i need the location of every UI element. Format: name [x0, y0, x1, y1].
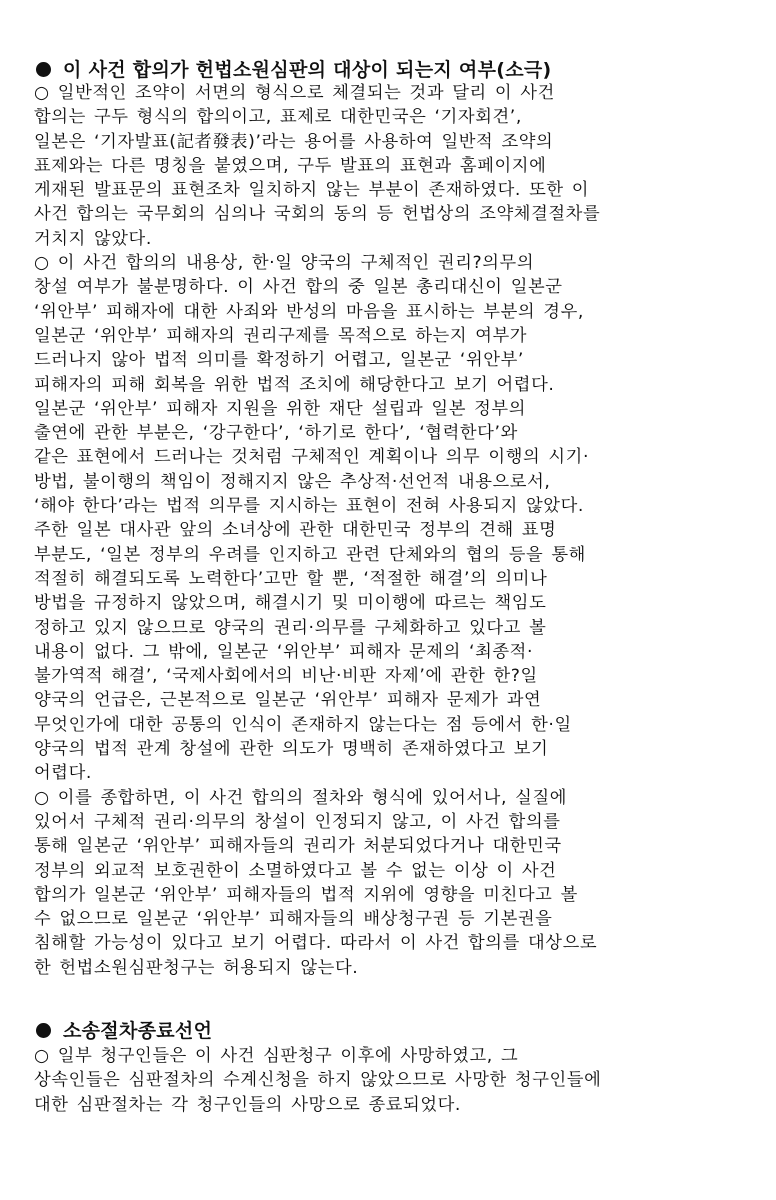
- text-line: 양국의 언급은, 근본적으로 일본군 ‘위안부’ 피해자 문제가 과연: [34, 690, 542, 711]
- text-line: 합의는 구두 형식의 합의이고, 표제로 대한민국은 ‘기자회견’,: [34, 107, 522, 128]
- section-heading-constitutional-complaint: [36, 57, 552, 83]
- text-line: 부분도, ‘일본 정부의 우려를 인지하고 관련 단체와의 협의 등을 통해: [34, 544, 586, 565]
- text-line: 창설 여부가 불분명하다. 이 사건 합의 중 일본 총리대신이 일본군: [34, 277, 563, 298]
- text-line: ○ 일반적인 조약이 서면의 형식으로 체결되는 것과 달리 이 사건: [34, 83, 555, 103]
- text-line: 적절히 해결되도록 노력한다’고만 할 뿐, ‘적절한 해결’의 의미나: [34, 568, 548, 589]
- text-line: 방법, 불이행의 책임이 정해지지 않은 추상적·선언적 내용으로서,: [34, 471, 551, 492]
- text-line: ○ 이 사건 합의의 내용상, 한·일 양국의 구체적인 권리?의무의: [34, 253, 535, 274]
- text-line: 출연에 관한 부분은, ‘강구한다’, ‘하기로 한다’, ‘협력한다’와: [34, 423, 518, 444]
- text-line: 한 헌법소원심판청구는 허용되지 않는다.: [34, 957, 359, 978]
- text-line: 표제와는 다른 명칭을 붙였으며, 구두 발표의 표현과 홈페이지에: [34, 155, 547, 176]
- text-line: 드러나지 않아 법적 의미를 확정하기 어렵고, 일본군 ‘위안부’: [34, 350, 524, 371]
- text-line: 무엇인가에 대한 공통의 인식이 존재하지 않는다는 점 등에서 한·일: [34, 714, 572, 735]
- text-line: 내용이 없다. 그 밖에, 일본군 ‘위안부’ 피해자 문제의 ‘최종적·: [34, 641, 534, 662]
- text-line: 양국의 법적 관계 창설에 관한 의도가 명백히 존재하였다고 보기: [34, 739, 549, 760]
- bullet-icon: [36, 1023, 51, 1038]
- text-line: 방법을 규정하지 않았으며, 해결시기 및 미이행에 따르는 책임도: [34, 593, 547, 614]
- text-line: 같은 표현에서 드러나는 것처럼 구체적인 계획이나 의무 이행의 시기·: [34, 447, 590, 468]
- section-body-termination: [34, 1044, 601, 1117]
- text-line: 거치지 않았다.: [34, 228, 152, 249]
- text-line: 일본군 ‘위안부’ 피해자의 권리구제를 목적으로 하는지 여부가: [34, 325, 528, 346]
- text-line: 일본군 ‘위안부’ 피해자 지원을 위한 재단 설립과 일본 정부의: [34, 398, 526, 419]
- text-line: 일본은 ‘기자발표(記者發表)’라는 용어를 사용하여 일반적 조약의: [34, 131, 554, 152]
- text-line: 피해자의 피해 회복을 위한 법적 조치에 해당한다고 보기 어렵다.: [34, 374, 555, 395]
- text-line: 불가역적 해결’, ‘국제사회에서의 비난·비판 자제’에 관한 한?일: [34, 666, 538, 687]
- text-line: 사건 합의는 국무회의 심의나 국회의 동의 등 헌법상의 조약체결절차를: [34, 204, 601, 225]
- section-body-constitutional-complaint: [34, 81, 600, 980]
- text-line: 합의가 일본군 ‘위안부’ 피해자들의 법적 지위에 영향을 미친다고 볼: [34, 884, 578, 905]
- section-heading-termination: [36, 1018, 212, 1044]
- text-line: 대한 심판절차는 각 청구인들의 사망으로 종료되었다.: [34, 1094, 462, 1115]
- text-line: 상속인들은 심판절차의 수계신청을 하지 않았으므로 사망한 청구인들에: [34, 1070, 602, 1091]
- text-line: 침해할 가능성이 있다고 보기 어렵다. 따라서 이 사건 합의를 대상으로: [34, 933, 598, 954]
- text-line: ‘해야 한다’라는 법적 의무를 지시하는 표현이 전혀 사용되지 않았다.: [34, 496, 584, 517]
- text-line: 있어서 구체적 권리·의무의 창설이 인정되지 않고, 이 사건 합의를: [34, 811, 561, 832]
- text-line: 주한 일본 대사관 앞의 소녀상에 관한 대한민국 정부의 견해 표명: [34, 520, 557, 541]
- text-line: 통해 일본군 ‘위안부’ 피해자들의 권리가 처분되었다거나 대한민국: [34, 836, 562, 857]
- bullet-icon: [36, 62, 51, 77]
- section-heading-text: 소송절차종료선언: [63, 1020, 213, 1042]
- text-line: 정하고 있지 않으므로 양국의 권리·의무를 구체화하고 있다고 볼: [34, 617, 547, 638]
- text-line: ○ 이를 종합하면, 이 사건 합의의 절차와 형식에 있어서나, 실질에: [34, 787, 568, 808]
- text-line: 수 없으므로 일본군 ‘위안부’ 피해자들의 배상청구권 등 기본권을: [34, 909, 553, 930]
- text-line: 정부의 외교적 보호권한이 소멸하였다고 볼 수 없는 이상 이 사건: [34, 860, 557, 881]
- section-heading-text: 이 사건 합의가 헌법소원심판의 대상이 되는지 여부(소극): [63, 59, 552, 81]
- text-line: 게재된 발표문의 표현조차 일치하지 않는 부분이 존재하였다. 또한 이: [34, 180, 590, 201]
- text-line: ○ 일부 청구인들은 이 사건 심판청구 이후에 사망하였고, 그: [34, 1046, 519, 1066]
- text-line: 어렵다.: [34, 763, 92, 784]
- text-line: ‘위안부’ 피해자에 대한 사죄와 반성의 마음을 표시하는 부분의 경우,: [34, 301, 584, 322]
